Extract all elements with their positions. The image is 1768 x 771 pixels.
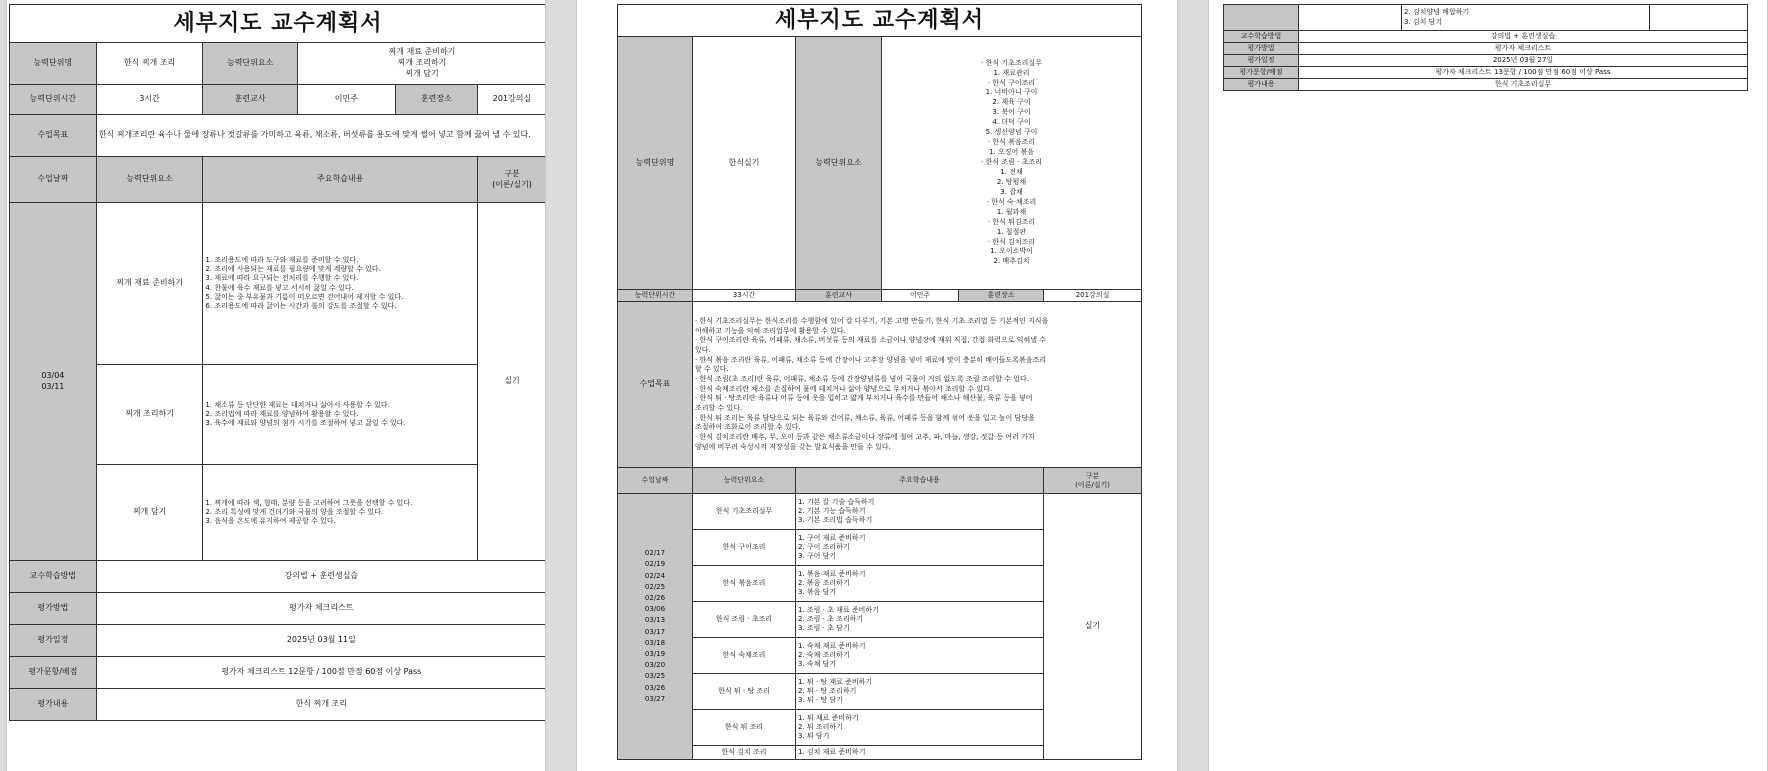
row-content: 1. 볶음 재료 준비하기 2. 볶음 조리하기 3. 볶음 담기 <box>796 566 1044 602</box>
eval-items-value: 평가자 체크리스트 13문항 / 100점 만점 60점 이상 Pass <box>1299 67 1748 79</box>
teacher-label: 훈련교사 <box>796 290 882 302</box>
place-value: 201강의실 <box>478 85 547 115</box>
row-element: 찌개 재료 준비하기 <box>96 203 203 365</box>
type-cell-cont <box>1650 5 1748 31</box>
page-gutter <box>1178 0 1208 771</box>
eval-content-value: 한식 찌개 조리 <box>96 689 546 721</box>
row-content: 1. 구이 재료 준비하기 2. 구이 조리하기 3. 구이 담기 <box>796 530 1044 566</box>
type-cell: 실기 <box>478 203 547 561</box>
eval-content-label: 평가내용 <box>10 689 97 721</box>
row-element: 찌개 담기 <box>96 465 203 561</box>
eval-method-value: 평가자 체크리스트 <box>1299 43 1748 55</box>
row-content: 1. 숙채 재료 준비하기 2. 숙채 조리하기 3. 숙채 담기 <box>796 638 1044 674</box>
place-value: 201강의실 <box>1044 290 1142 302</box>
page-title: 세부지도 교수계획서 <box>618 5 1142 37</box>
head-element: 능력단위요소 <box>693 468 796 494</box>
row-content: 1. 조림 · 초 재료 준비하기 2. 조림 · 초 조리하기 3. 조림 · 초 담기 <box>796 602 1044 638</box>
date-cell-cont <box>1224 5 1299 31</box>
row-content: 1. 채소류 등 단단한 재료는 데치거나 삶아서 사용할 수 있다. 2. 조리법에 따라 재료를 양념하여 활용할 수 있다. 3. 육수에 재료와 양념의 첨가 시기를 조절하여 넣고 끓일 수 있다. <box>203 365 478 465</box>
date-cell: 02/17 02/19 02/24 02/25 02/26 03/06 03/13 03/17 03/18 03/19 03/20 03/25 03/26 03/27 <box>618 494 693 760</box>
row-content: 2. 김치양념 배합하기 3. 김치 담기 <box>1402 5 1650 31</box>
row-element: 한식 튀 조리 <box>693 710 796 746</box>
eval-content-value: 한식 기초조리실무 <box>1299 79 1748 91</box>
row-element: 찌개 조리하기 <box>96 365 203 465</box>
eval-content-label: 평가내용 <box>1224 79 1299 91</box>
head-type: 구분 (이론/실기) <box>1044 468 1142 494</box>
head-content: 주요학습내용 <box>203 157 478 203</box>
teacher-label: 훈련교사 <box>203 85 297 115</box>
row-content: 1. 튀 재료 준비하기 2. 튀 조리하기 3. 튀 담기 <box>796 710 1044 746</box>
eval-method-label: 평가방법 <box>10 593 97 625</box>
row-content: 1. 조리용도에 따라 도구와 재료를 준비할 수 있다. 2. 조리에 사용되는 재료를 필요량에 맞게 계량할 수 있다. 3. 재료에 따라 요구되는 전처리를 수행할 수 있다. 4. 찬물에 육수 재료를 넣고 서서히 끓일 수 있다. 5. 끓이는 중 부유물과 기름이 떠오르면 걷어내어 제거할 수 있다. 6. 조리용도에 따라 끓이는 시간과 불의 강도를 조절할 수 있다. <box>203 203 478 365</box>
teacher-value: 이민주 <box>297 85 395 115</box>
hours-value: 3시간 <box>96 85 203 115</box>
unit-value: 한식실기 <box>693 37 796 290</box>
teacher-value: 이민주 <box>882 290 959 302</box>
goal-text: · 한식 기초조리실무는 한식조리를 수행함에 있어 칼 다루기, 기본 고명 만들기, 한식 기초 조리법 등 기본적인 지식을 이해하고 기능을 익혀 조리업무에 활용할 수 있다. · 한식 구이조리란 육류, 어패류, 채소류, 버섯류 등의 재료를 소금이나 양념장에 재워 직접, 간접 화력으로 익혀낼 수 있다. · 한식 볶음 조리란 육류, 어패류, 채소류 등에 간장이나 고추장 양념을 넣어 재료에 맛이 충분히 배어들도록볶음조리 할 수 있다. · 한식 조림(초 조리)란 육류, 어패류, 채소류 등에 간장양념류를 넣어 국물이 거의 없도록 조릴 조리할 수 있다. · 한식 숙채조리란 채소를 손질하여 물에 데치거나 삶아 양념으로 무치거나 볶아서 조리할 수 있다. · 한식 튀 · 탕조리란 육류나 어류 등에 옷을 입히고 얇게 부치거나 육수를 만들어 채소나 해산물, 육류 등을 넣어 조리할 수 있다. · 한식 튀 조리는 육류 담당으로 되는 육류와 건어류, 채소류, 육류, 어패류 등을 함께 섞어 옷을 입고 높이 담당을 조절하여 조화로이 조리할 수 있다. · 한식 김치조리란 배추, 무, 오이 등과 같은 채소류소금이나 장류에 절여 고추, 파, 마늘, 생강, 젓갈 등 여러 가지 양념에 버무려 숙성시켜 저장성을 갖는 발효식품을 만들 수 있다. <box>693 302 1142 468</box>
row-element: 한식 숙채조리 <box>693 638 796 674</box>
element-label: 능력단위요소 <box>796 37 882 290</box>
row-content: 1. 튀 · 탕 재료 준비하기 2. 튀 · 탕 조리하기 3. 튀 · 탕 담기 <box>796 674 1044 710</box>
document-page-3 <box>1208 0 1768 771</box>
date-cell: 03/04 03/11 <box>10 203 97 561</box>
eval-method-label: 평가방법 <box>1224 43 1299 55</box>
method-label: 교수학습방법 <box>10 561 97 593</box>
head-date: 수업날짜 <box>618 468 693 494</box>
row-content: 1. 기본 칼 기술 습득하기 2. 기본 기능 습득하기 3. 기본 조리법 습득하기 <box>796 494 1044 530</box>
plan-table <box>1223 4 1748 91</box>
eval-items-label: 평가문항/배점 <box>10 657 97 689</box>
row-element: 한식 기초조리실무 <box>693 494 796 530</box>
row-element: 한식 구이조리 <box>693 530 796 566</box>
hours-value: 33시간 <box>693 290 796 302</box>
row-element: 한식 튀 · 탕 조리 <box>693 674 796 710</box>
hours-label: 능력단위시간 <box>10 85 97 115</box>
eval-date-label: 평가일정 <box>1224 55 1299 67</box>
row-element: 한식 김치 조리 <box>693 746 796 760</box>
element-label: 능력단위요소 <box>203 43 297 85</box>
head-type: 구분 (이론/실기) <box>478 157 547 203</box>
row-element: 한식 볶음조리 <box>693 566 796 602</box>
plan-table <box>9 4 546 721</box>
eval-method-value: 평가자 체크리스트 <box>96 593 546 625</box>
head-element: 능력단위요소 <box>96 157 203 203</box>
element-list: · 한식 기초조리실무 1. 재료관리 · 한식 구이조리 1. 너비아니 구이 2. 제육 구이 3. 북어 구이 4. 더덕 구이 5. 생선양념 구이 · 한식 볶음조리 1. 오징어 볶음 · 한식 조림 · 초조리 1. 전채 2. 탕평채 3. 잡채 · 한식 숙·채조리 1. 월과채 · 한식 튀김조리 1. 칠절판 · 한식 김치조리 1. 오이소박이 2. 배추김치 <box>882 37 1142 290</box>
goal-label: 수업목표 <box>10 115 97 157</box>
method-value: 강의법 + 훈련생실습 <box>1299 31 1748 43</box>
eval-date-value: 2025년 03월 11일 <box>96 625 546 657</box>
document-page-1 <box>6 0 546 771</box>
unit-value: 한식 찌개 조리 <box>96 43 203 85</box>
head-content: 주요학습내용 <box>796 468 1044 494</box>
hours-label: 능력단위시간 <box>618 290 693 302</box>
element-list: 찌개 재료 준비하기 찌개 조리하기 찌개 담기 <box>297 43 546 85</box>
head-date: 수업날짜 <box>10 157 97 203</box>
plan-table <box>617 4 1142 760</box>
type-cell: 실기 <box>1044 494 1142 760</box>
method-value: 강의법 + 훈련생실습 <box>96 561 546 593</box>
row-element: 한식 조림 · 초조리 <box>693 602 796 638</box>
unit-label: 능력단위명 <box>618 37 693 290</box>
page-gutter <box>546 0 576 771</box>
unit-label: 능력단위명 <box>10 43 97 85</box>
eval-items-label: 평가문항/배점 <box>1224 67 1299 79</box>
row-element-cont <box>1299 5 1402 31</box>
eval-items-value: 평가자 체크리스트 12문항 / 100점 만점 60점 이상 Pass <box>96 657 546 689</box>
row-content: 1. 김치 재료 준비하기 <box>796 746 1044 760</box>
eval-date-value: 2025년 03월 27일 <box>1299 55 1748 67</box>
goal-label: 수업목표 <box>618 302 693 468</box>
place-label: 훈련장소 <box>959 290 1044 302</box>
eval-date-label: 평가일정 <box>10 625 97 657</box>
document-page-2 <box>576 0 1178 771</box>
place-label: 훈련장소 <box>395 85 477 115</box>
goal-text: 한식 찌개조리란 육수나 물에 장류나 젓갈류를 가미하고 육류, 채소류, 버섯류를 용도에 맞게 썰어 넣고 함께 끓여 낼 수 있다. <box>96 115 546 157</box>
row-content: 1. 찌개에 따라 색, 형태, 분량 등을 고려하여 그릇을 선택할 수 있다. 2. 조리 특성에 맞게 건더기와 국물의 양을 조절할 수 있다. 3. 음식을 온도에 유지하여 제공할 수 있다. <box>203 465 478 561</box>
page-title: 세부지도 교수계획서 <box>10 5 547 43</box>
method-label: 교수학습방법 <box>1224 31 1299 43</box>
